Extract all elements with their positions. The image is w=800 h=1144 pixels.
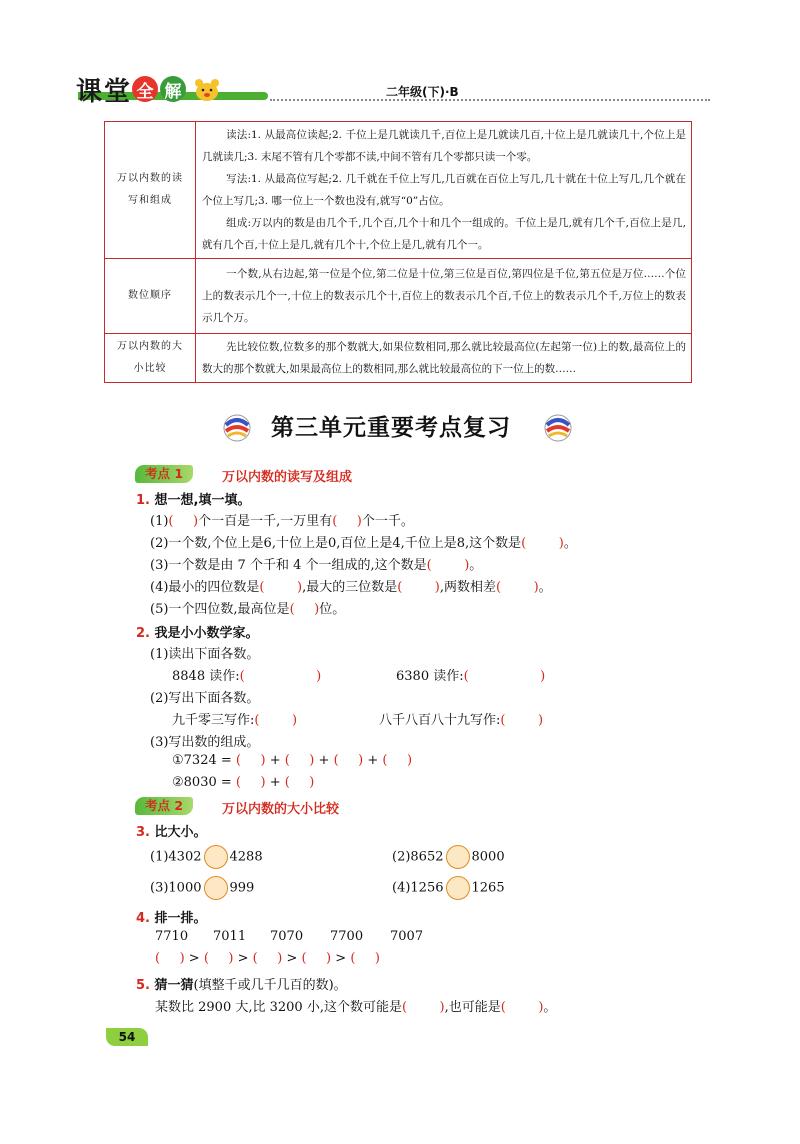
q2-part-1: (1)读出下面各数。 [150, 647, 260, 662]
logo-char-2: 堂 [104, 76, 131, 107]
row-content [196, 259, 692, 334]
q2-write-1 [172, 709, 297, 728]
question-title: 排一排。 [154, 911, 207, 926]
number-to-sort: 7700 [330, 929, 364, 944]
kaodian-tag-1: 考点 1 [135, 465, 193, 483]
answer-blank[interactable]: ( ) [301, 951, 332, 966]
question-title: 猜一猜 [154, 978, 194, 993]
text: 4288 [229, 849, 263, 865]
text: 999 [229, 880, 255, 896]
text: 九千零三写作: [172, 713, 255, 728]
compare-circle[interactable] [204, 876, 228, 900]
text: 位。 [319, 602, 346, 617]
answer-blank[interactable]: ( ) [500, 1000, 544, 1015]
number-to-sort: 7007 [390, 929, 424, 944]
kaodian-tag-2: 考点 2 [135, 797, 193, 815]
question-5-heading [136, 974, 347, 993]
text: (1) [150, 514, 169, 529]
text: (2)8652 [392, 849, 444, 865]
question-3-heading [136, 821, 207, 840]
text: ②8030 = [172, 775, 232, 790]
q1-item-1 [150, 510, 414, 529]
question-number: 4. [136, 911, 150, 926]
text: ,也可能是 [444, 1000, 501, 1015]
answer-blank[interactable]: ( ) [168, 514, 199, 529]
number-to-sort: 7710 [155, 929, 189, 944]
question-title: 比大小。 [154, 825, 207, 840]
question-title: 想一想,填一填。 [154, 493, 251, 508]
answer-blank[interactable]: ( ) [521, 536, 564, 551]
text: 1265 [471, 880, 505, 896]
q2-composition-2: ②8030 = ( ) + ( ) [172, 775, 315, 790]
answer-blank[interactable]: ( ) [382, 753, 413, 768]
text: 个一千。 [361, 514, 414, 529]
answer-blank[interactable]: ( ) [496, 580, 539, 595]
answer-blank[interactable]: ( ) [155, 951, 185, 966]
q2-read-2 [396, 665, 545, 684]
answer-blank[interactable]: ( ) [284, 775, 315, 790]
text: 某数比 2900 大,比 3200 小,这个数可能是 [155, 1000, 402, 1015]
text: 。 [543, 1000, 557, 1015]
q5-sentence [155, 996, 556, 1015]
text: (3)1000 [150, 880, 202, 896]
question-number: 1. [136, 493, 150, 508]
logo-char-1: 课 [76, 76, 103, 107]
colorful-ball-icon [543, 413, 573, 443]
row-label: 万以内数的大小比较 [105, 334, 196, 383]
compare-circle[interactable] [204, 845, 228, 869]
summary-table [104, 121, 692, 383]
compare-item [392, 876, 505, 900]
answer-blank[interactable]: ( ) [252, 951, 283, 966]
compare-circle[interactable] [446, 876, 470, 900]
answer-blank[interactable]: ( ) [254, 713, 298, 728]
row-content [196, 334, 692, 383]
text: 8000 [471, 849, 505, 865]
question-number: 2. [136, 626, 150, 641]
answer-blank[interactable]: ( ) [350, 951, 380, 966]
question-1-heading [136, 489, 250, 508]
kaodian-title-2: 万以内数的大小比较 [222, 802, 340, 817]
question-note: (填整千或几千几百的数)。 [193, 978, 347, 993]
text: (2)一个数,个位上是6,十位上是0,百位上是4,千位上是8,这个数是 [150, 536, 522, 551]
compare-item [150, 876, 254, 900]
question-title: 我是小小数学家。 [154, 626, 259, 641]
answer-blank[interactable]: ( ) [332, 514, 362, 529]
answer-blank[interactable]: ( ) [259, 580, 303, 595]
q2-write-2 [379, 709, 543, 728]
q2-part-2: (2)写出下面各数。 [150, 691, 260, 706]
q1-item-5 [150, 598, 345, 617]
q1-item-2 [150, 532, 577, 551]
table-row [105, 334, 692, 383]
answer-blank[interactable]: ( ) [235, 775, 266, 790]
table-row [105, 259, 692, 334]
sort-answer-row: ( ) > ( ) > ( ) > ( ) > ( ) [155, 951, 380, 966]
compare-item [392, 845, 505, 869]
paragraph: 先比较位数,位数多的那个数就大,如果位数相同,那么就比较最高位(左起第一位)上的数,最高位上的数大的那个数就大,如果最高位上的数相同,那么就比较最高位的下一位上的数…… [202, 341, 686, 375]
number-to-sort: 7070 [270, 929, 304, 944]
text: (4)1256 [392, 880, 444, 896]
paragraph: 组成:万以内的数是由几个千,几个百,几个十和几个一组成的。千位上是几,就有几个千,百位上是几,就有几个百,十位上是几,就有几个十,个位上是几,就有几个一。 [202, 217, 686, 251]
row-label: 万以内数的读写和组成 [105, 122, 196, 259]
header-dotted-rule [270, 99, 710, 101]
section-title: 第三单元重要考点复习 [271, 415, 511, 441]
text: (1)4302 [150, 849, 202, 865]
text: (5)一个四位数,最高位是 [150, 602, 290, 617]
question-2-heading [136, 622, 259, 641]
answer-blank[interactable]: ( ) [333, 753, 364, 768]
row-label: 数位顺序 [105, 259, 196, 334]
q2-part-3: (3)写出数的组成。 [150, 735, 260, 750]
logo-char-3: 全 [132, 76, 158, 102]
paragraph: 写法:1. 从最高位写起;2. 几千就在千位上写几,几百就在百位上写几,几十就在十位上写几,几个就在个位上写几;3. 哪一位上一个数也没有,就写“0”占位。 [202, 173, 686, 207]
answer-blank[interactable]: ( ) [284, 753, 315, 768]
text: ①7324 = [172, 753, 232, 768]
book-logo [76, 74, 222, 107]
answer-blank[interactable]: ( ) [397, 580, 440, 595]
text: 8848 读作: [172, 669, 240, 684]
answer-blank[interactable]: ( ) [239, 669, 322, 684]
answer-blank[interactable]: ( ) [426, 558, 470, 573]
text: ,最大的三位数是 [302, 580, 398, 595]
q2-composition-1: ①7324 = ( ) + ( ) + ( ) + ( ) [172, 753, 413, 768]
q1-item-4 [150, 576, 552, 595]
text: (3)一个数是由 7 个千和 4 个一组成的,这个数是 [150, 558, 427, 573]
bear-mascot-icon [192, 76, 222, 102]
answer-blank[interactable]: ( ) [463, 669, 546, 684]
text: 。 [538, 580, 552, 595]
page-number: 54 [106, 1028, 148, 1046]
text: 。 [469, 558, 483, 573]
text: 八千八百八十九写作: [379, 713, 501, 728]
question-number: 3. [136, 825, 150, 840]
text: 6380 读作: [396, 669, 464, 684]
answer-blank[interactable]: ( ) [235, 753, 266, 768]
paragraph: 读法:1. 从最高位读起;2. 千位上是几就读几千,百位上是几就读几百,十位上是几就读几十,个位上是几就读几;3. 末尾不管有几个零都不读,中间不管有几个零都只读一个零。 [202, 129, 686, 163]
answer-blank[interactable]: ( ) [500, 713, 544, 728]
question-4-heading [136, 907, 207, 926]
q1-item-3 [150, 554, 482, 573]
answer-blank[interactable]: ( ) [289, 602, 320, 617]
number-to-sort: 7011 [213, 929, 247, 944]
answer-blank[interactable]: ( ) [203, 951, 234, 966]
row-content [196, 122, 692, 259]
paragraph: 一个数,从右边起,第一位是个位,第二位是十位,第三位是百位,第四位是千位,第五位是万位……个位上的数表示几个一,十位上的数表示几个十,百位上的数表示几个百,千位上的数表示几个千,万位上的数表示几个万。 [202, 268, 686, 324]
text: ,两数相差 [439, 580, 497, 595]
text: 个一百是一千,一万里有 [198, 514, 333, 529]
compare-item [150, 845, 263, 869]
q2-read-1 [172, 665, 321, 684]
kaodian-title-1: 万以内数的读写及组成 [222, 470, 353, 485]
compare-circle[interactable] [446, 845, 470, 869]
table-row [105, 122, 692, 259]
text: (4)最小的四位数是 [150, 580, 260, 595]
logo-char-4: 解 [160, 76, 186, 102]
colorful-ball-icon [222, 413, 252, 443]
grade-label: 二年级(下)·B [386, 85, 459, 99]
question-number: 5. [136, 978, 150, 993]
answer-blank[interactable]: ( ) [401, 1000, 445, 1015]
text: 。 [563, 536, 577, 551]
